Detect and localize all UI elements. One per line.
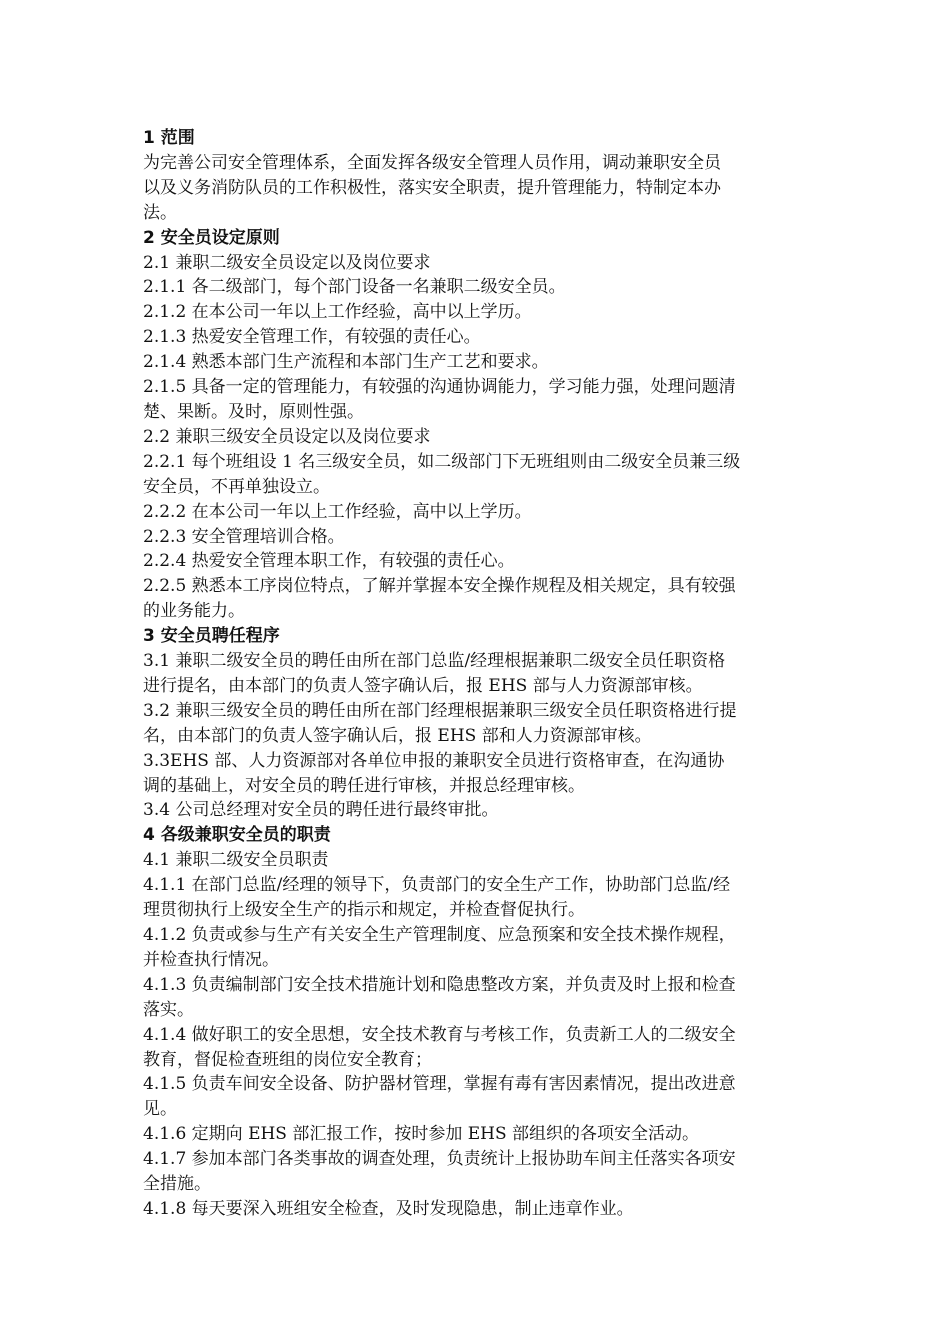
text-line: 2.1.1 各二级部门，每个部门设备一名兼职二级安全员。 [143,277,566,298]
text-line: 4.1.1 在部门总监/经理的领导下，负责部门的安全生产工作，协助部门总监/经 [143,875,731,896]
text-line: 名，由本部门的负责人签字确认后，报 EHS 部和人力资源部审核。 [143,725,652,746]
text-line: 的业务能力。 [143,601,245,622]
text-line: 2.2.1 每个班组设 1 名三级安全员，如二级部门下无班组则由二级安全员兼三级 [143,451,741,472]
text-line: 2.1.3 热爱安全管理工作，有较强的责任心。 [143,327,481,348]
text-line: 2.2.4 热爱安全管理本职工作，有较强的责任心。 [143,551,515,572]
text-line: 落实。 [143,999,194,1020]
section-heading: 1 范围 [143,128,195,148]
text-line: 为完善公司安全管理体系，全面发挥各级安全管理人员作用，调动兼职安全员 [143,152,721,173]
text-line: 4.1.6 定期向 EHS 部汇报工作，按时参加 EHS 部组织的各项安全活动。 [143,1124,700,1145]
text-line: 3.4 公司总经理对安全员的聘任进行最终审批。 [143,800,499,821]
text-line: 教育，督促检查班组的岗位安全教育； [143,1049,432,1070]
text-line: 2.1.5 具备一定的管理能力，有较强的沟通协调能力，学习能力强，处理问题清 [143,377,736,398]
text-line: 4.1.8 每天要深入班组安全检查，及时发现隐患，制止违章作业。 [143,1198,634,1219]
text-line: 2.1.4 熟悉本部门生产流程和本部门生产工艺和要求。 [143,352,549,373]
text-line: 见。 [143,1099,177,1120]
text-line: 4.1.7 参加本部门各类事故的调查处理，负责统计上报协助车间主任落实各项安 [143,1149,736,1170]
text-line: 4.1.5 负责车间安全设备、防护器材管理，掌握有毒有害因素情况，提出改进意 [143,1074,736,1095]
text-line: 3.3EHS 部、人力资源部对各单位申报的兼职安全员进行资格审查，在沟通协 [143,750,725,771]
text-line: 4.1 兼职二级安全员职责 [143,850,329,871]
text-line: 并检查执行情况。 [143,949,279,970]
text-line: 以及义务消防队员的工作积极性，落实安全职责，提升管理能力，特制定本办 [143,177,721,198]
text-line: 2.1 兼职二级安全员设定以及岗位要求 [143,252,431,273]
text-line: 全措施。 [143,1174,211,1195]
text-line: 2.2 兼职三级安全员设定以及岗位要求 [143,426,431,447]
text-line: 法。 [143,202,177,223]
section-heading: 3 安全员聘任程序 [143,626,280,647]
text-line: 楚、果断。及时，原则性强。 [143,401,364,422]
section-heading: 2 安全员设定原则 [143,227,280,248]
section-heading: 4 各级兼职安全员的职责 [143,825,331,846]
text-line: 4.1.2 负责或参与生产有关安全生产管理制度、应急预案和安全技术操作规程， [143,925,736,945]
text-line: 2.2.5 熟悉本工序岗位特点，了解并掌握本安全操作规程及相关规定，具有较强 [143,576,736,597]
text-line: 3.2 兼职三级安全员的聘任由所在部门经理根据兼职三级安全员任职资格进行提 [143,700,737,721]
text-line: 4.1.4 做好职工的安全思想，安全技术教育与考核工作，负责新工人的二级安全 [143,1024,736,1045]
text-line: 调的基础上，对安全员的聘任进行审核，并报总经理审核。 [143,775,585,796]
text-line: 2.2.2 在本公司一年以上工作经验，高中以上学历。 [143,501,532,522]
text-line: 2.1.2 在本公司一年以上工作经验，高中以上学历。 [143,302,532,323]
text-line: 2.2.3 安全管理培训合格。 [143,526,345,547]
document-body [143,126,813,1222]
text-line: 安全员，不再单独设立。 [143,476,330,497]
text-line: 进行提名，由本部门的负责人签字确认后，报 EHS 部与人力资源部审核。 [143,675,703,696]
text-line: 理贯彻执行上级安全生产的指示和规定，并检查督促执行。 [143,900,585,921]
text-line: 4.1.3 负责编制部门安全技术措施计划和隐患整改方案，并负责及时上报和检查 [143,974,736,995]
text-line: 3.1 兼职二级安全员的聘任由所在部门总监/经理根据兼职二级安全员任职资格 [143,651,726,672]
